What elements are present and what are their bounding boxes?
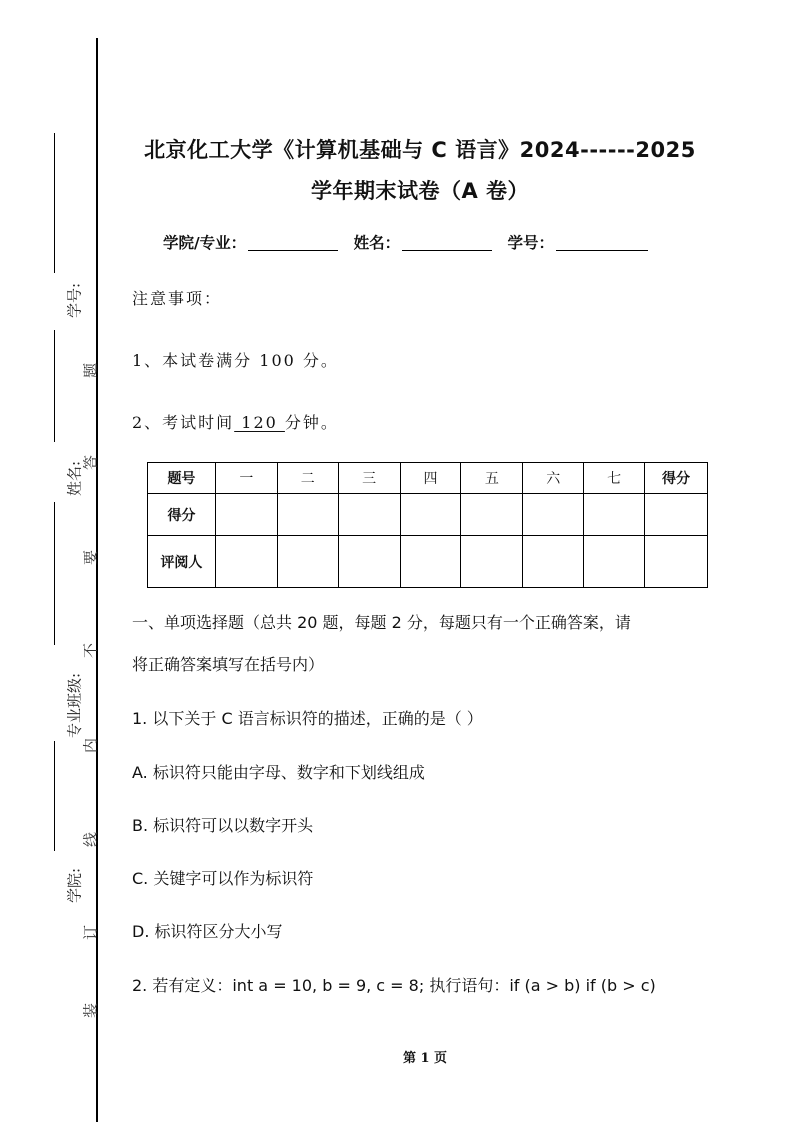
seal-char: 答 [81,455,100,471]
notes-heading: 注意事项： [132,289,223,308]
exam-title-line1: 北京化工大学《计算机基础与 C 语言》2024------2025 [144,138,696,162]
question-2-stem: 2. 若有定义：int a = 10, b = 9, c = 8; 执行语句：if (a > b) if (b > c) [132,976,656,995]
header-cell: 四 [400,463,461,494]
student-id-blank[interactable] [556,236,648,251]
section1-heading-line1: 一、单项选择题（总共 20 题，每题 2 分，每题只有一个正确答案，请 [132,613,631,632]
question-1-option-d: D. 标识符区分大小写 [132,922,283,941]
score-cell[interactable] [645,494,708,536]
question-1-option-b: B. 标识符可以以数字开头 [132,816,314,835]
seal-char: 要 [81,550,100,566]
header-cell: 七 [584,463,645,494]
note-item-2-suffix: 分钟。 [284,413,339,432]
row-label: 评阅人 [148,536,216,588]
question-1-option-a: A. 标识符只能由字母、数字和下划线组成 [132,763,425,782]
score-cell[interactable] [400,494,461,536]
grader-cell[interactable] [215,536,277,588]
grader-cell[interactable] [461,536,523,588]
score-cell[interactable] [523,494,584,536]
score-table [147,462,708,588]
row-label: 得分 [148,494,216,536]
note-item-1: 1、本试卷满分 100 分。 [132,351,339,370]
exam-duration-value: 120 [234,413,285,432]
college-line [54,741,55,851]
name-label: 姓名： [353,234,401,252]
header-cell: 得分 [645,463,708,494]
seal-char: 线 [81,832,100,848]
major-class-field-label: 专业班级: [65,672,84,739]
seal-char: 装 [81,1003,100,1019]
question-1-option-c: C. 关键字可以作为标识符 [132,869,314,888]
score-table-header-row [148,463,708,494]
note-item-2-prefix: 2、考试时间 [132,413,235,432]
student-info-row [163,231,658,253]
score-cell[interactable] [277,494,338,536]
major-class-line [54,502,55,645]
header-cell: 三 [338,463,400,494]
college-major-label: 学院/专业： [163,234,247,252]
college-major-blank[interactable] [248,236,338,251]
seal-char: 订 [81,925,100,941]
student-id-label: 学号： [507,234,555,252]
grader-cell[interactable] [645,536,708,588]
page-number: 第 1 页 [402,1051,448,1066]
grader-cell[interactable] [338,536,400,588]
score-cell[interactable] [215,494,277,536]
name-blank[interactable] [402,236,492,251]
score-cell[interactable] [461,494,523,536]
question-1-stem: 1. 以下关于 C 语言标识符的描述，正确的是（ ） [132,709,483,728]
name-field-label: 姓名: [65,460,84,497]
score-cell[interactable] [338,494,400,536]
header-cell: 题号 [148,463,216,494]
student-id-line [54,133,55,273]
grader-cell[interactable] [277,536,338,588]
college-field-label: 学院: [65,867,84,904]
grader-cell[interactable] [584,536,645,588]
score-row [148,494,708,536]
grader-cell[interactable] [400,536,461,588]
header-cell: 五 [461,463,523,494]
seal-char: 不 [81,643,100,659]
seal-char: 内 [81,738,100,754]
header-cell: 二 [277,463,338,494]
score-cell[interactable] [584,494,645,536]
grader-row [148,536,708,588]
binding-line [96,38,98,1122]
student-id-field-label: 学号: [65,282,84,319]
header-cell: 六 [523,463,584,494]
exam-title-line2: 学年期末试卷（A 卷） [310,179,530,203]
name-line [54,330,55,442]
header-cell: 一 [215,463,277,494]
grader-cell[interactable] [523,536,584,588]
note-item-2 [132,410,339,433]
section1-heading-line2: 将正确答案填写在括号内） [132,655,325,674]
seal-char: 题 [81,363,100,379]
